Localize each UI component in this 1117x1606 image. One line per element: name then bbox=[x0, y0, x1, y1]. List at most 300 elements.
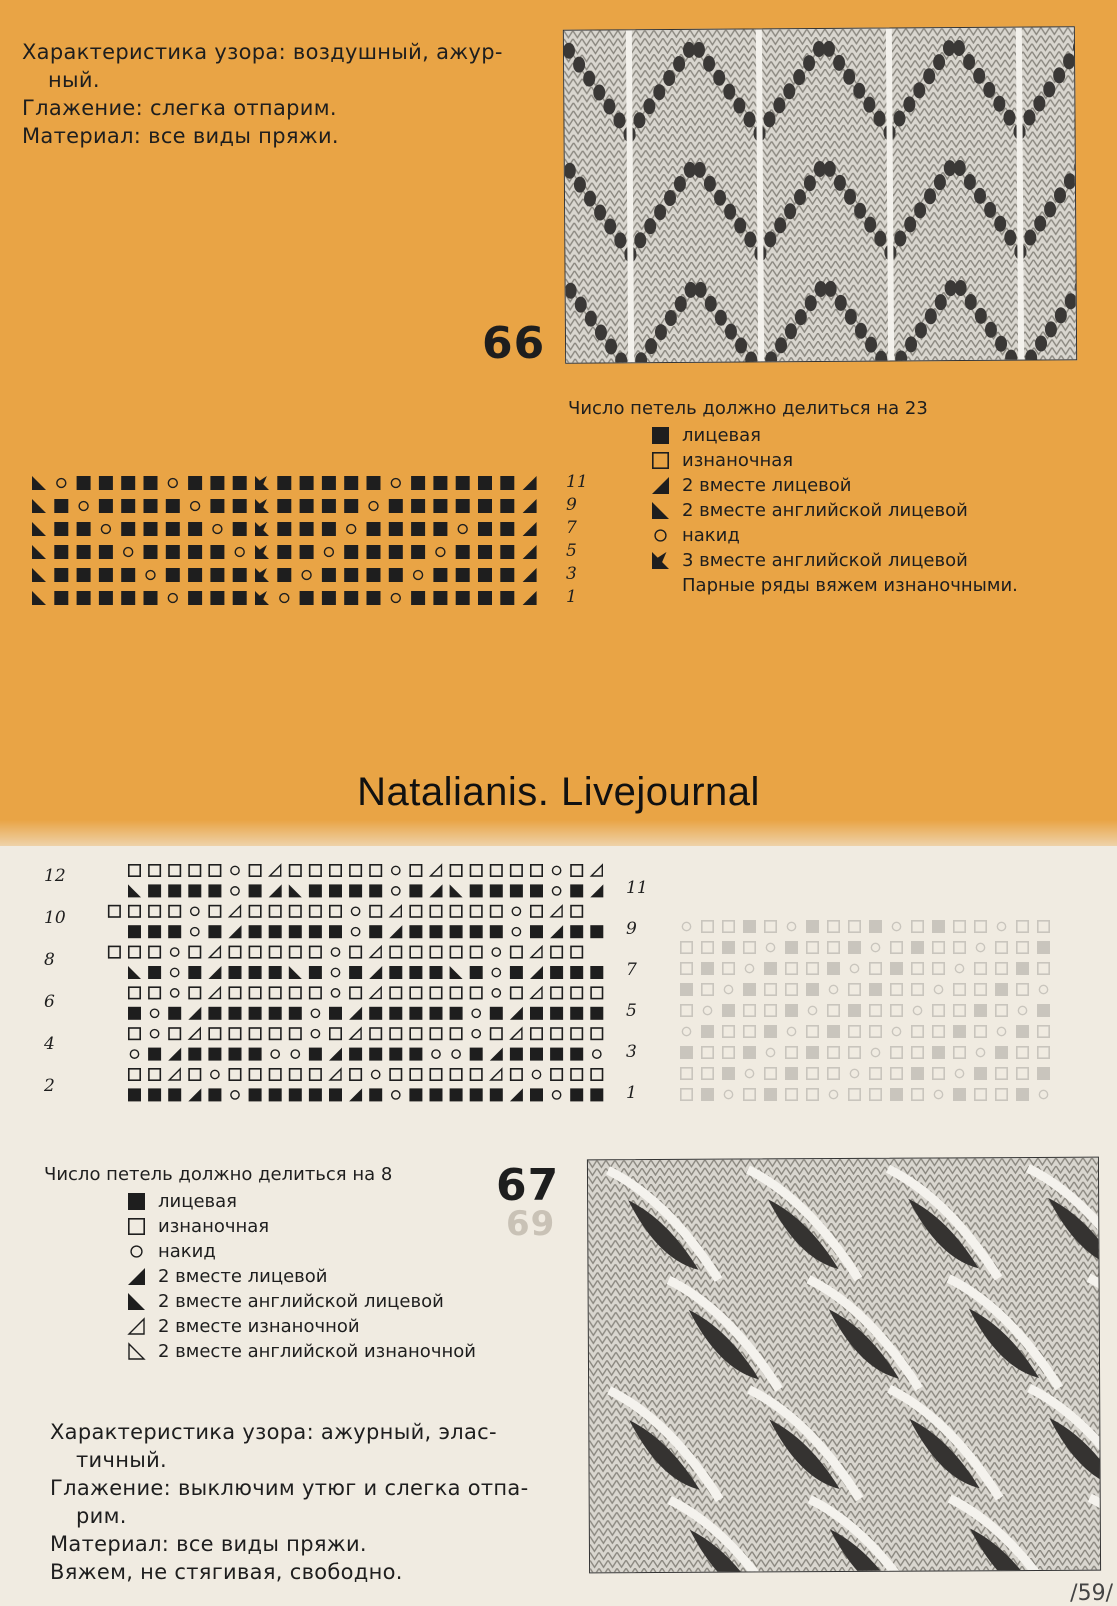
legend-symbol-icon bbox=[650, 425, 672, 447]
filled-square-symbol bbox=[456, 476, 470, 490]
filled-square-symbol bbox=[148, 884, 161, 897]
legend-label: изнаночная bbox=[158, 1216, 270, 1237]
empty-square-symbol bbox=[390, 1028, 401, 1039]
filled-square-symbol bbox=[344, 545, 358, 559]
circle-symbol bbox=[1039, 985, 1047, 993]
filled-square-symbol bbox=[229, 1007, 242, 1020]
empty-square-symbol bbox=[189, 865, 200, 876]
filled-square-symbol bbox=[128, 1088, 141, 1101]
legend-item bbox=[650, 573, 1018, 598]
circle-symbol bbox=[934, 1090, 942, 1098]
empty-square-symbol bbox=[531, 1028, 542, 1039]
filled-square-symbol bbox=[322, 568, 336, 582]
triangle-left-filled-symbol bbox=[32, 545, 46, 559]
filled-square-symbol bbox=[309, 1048, 322, 1061]
filled-square-symbol bbox=[785, 1004, 798, 1017]
empty-square-symbol bbox=[849, 984, 860, 995]
triangle-right-filled-symbol bbox=[523, 522, 537, 536]
row-number-right: 9 bbox=[626, 919, 637, 939]
triangle-left-filled-symbol bbox=[32, 476, 46, 490]
circle-symbol bbox=[311, 1009, 319, 1017]
circle-symbol bbox=[976, 1048, 984, 1056]
empty-square-symbol bbox=[249, 1069, 260, 1080]
legend-symbol-icon bbox=[126, 1241, 148, 1263]
circle-symbol bbox=[392, 866, 400, 874]
legend-item bbox=[126, 1314, 476, 1339]
empty-square-symbol bbox=[471, 1069, 482, 1080]
triangle-right-filled-symbol bbox=[389, 925, 402, 938]
empty-square-symbol bbox=[807, 942, 818, 953]
legend-symbol-icon bbox=[650, 475, 672, 497]
filled-square-symbol bbox=[322, 522, 336, 536]
triangle-right-outline-symbol bbox=[270, 865, 281, 876]
empty-square-symbol bbox=[786, 963, 797, 974]
circle-symbol bbox=[231, 1091, 239, 1099]
filled-square-symbol bbox=[210, 568, 224, 582]
empty-square-symbol bbox=[471, 865, 482, 876]
empty-square-symbol bbox=[129, 906, 140, 917]
description-line: ный. bbox=[48, 68, 100, 92]
filled-square-symbol bbox=[300, 522, 314, 536]
filled-square-symbol bbox=[344, 568, 358, 582]
filled-square-symbol bbox=[827, 1025, 840, 1038]
legend-item bbox=[650, 448, 1018, 473]
filled-square-symbol bbox=[148, 1048, 161, 1061]
filled-square-symbol bbox=[367, 591, 381, 605]
empty-square-symbol bbox=[410, 865, 421, 876]
empty-square-symbol bbox=[681, 1005, 692, 1016]
filled-square-symbol bbox=[510, 884, 523, 897]
legend-item bbox=[126, 1339, 476, 1364]
empty-square-symbol bbox=[1017, 1068, 1028, 1079]
triangle-right-outline-symbol bbox=[330, 1069, 341, 1080]
empty-square-symbol bbox=[249, 987, 260, 998]
legend-item bbox=[126, 1289, 476, 1314]
filled-square-symbol bbox=[409, 966, 422, 979]
filled-square-symbol bbox=[433, 591, 447, 605]
legend-label: Парные ряды вяжем изнаночными. bbox=[682, 575, 1018, 596]
filled-square-symbol bbox=[166, 522, 180, 536]
description-line: Глажение: слегка отпарим. bbox=[22, 96, 337, 120]
pattern66-number: 66 bbox=[482, 318, 546, 369]
legend-symbol-icon bbox=[650, 550, 672, 572]
circle-symbol bbox=[532, 1070, 540, 1078]
empty-square-symbol bbox=[370, 865, 381, 876]
empty-square-symbol bbox=[169, 865, 180, 876]
filled-square-symbol bbox=[869, 983, 882, 996]
legend-symbol-icon bbox=[650, 525, 672, 547]
empty-square-symbol bbox=[933, 1005, 944, 1016]
filled-square-symbol bbox=[450, 925, 463, 938]
filled-square-symbol bbox=[470, 1088, 483, 1101]
triangle-right-filled-symbol bbox=[188, 1007, 201, 1020]
filled-square-symbol bbox=[344, 499, 358, 513]
empty-square-symbol bbox=[891, 984, 902, 995]
filled-square-symbol bbox=[208, 884, 221, 897]
circle-symbol bbox=[829, 985, 837, 993]
triangle-right-filled-symbol bbox=[523, 545, 537, 559]
filled-square-symbol bbox=[322, 591, 336, 605]
pattern66-photo bbox=[563, 26, 1077, 364]
empty-square-symbol bbox=[891, 1068, 902, 1079]
filled-square-symbol bbox=[1037, 1004, 1050, 1017]
empty-square-symbol bbox=[350, 946, 361, 957]
triangle-right-outline-symbol bbox=[390, 906, 401, 917]
empty-square-symbol bbox=[551, 1028, 562, 1039]
empty-square-symbol bbox=[786, 1089, 797, 1100]
circle-symbol bbox=[351, 928, 359, 936]
triangle-left-filled-symbol bbox=[32, 499, 46, 513]
filled-square-symbol bbox=[289, 925, 302, 938]
filled-square-symbol bbox=[144, 522, 158, 536]
triangle-right-filled-symbol bbox=[510, 1007, 523, 1020]
empty-square-symbol bbox=[849, 1026, 860, 1037]
triangle-right-filled-symbol bbox=[188, 1088, 201, 1101]
filled-square-symbol bbox=[128, 1193, 145, 1210]
circle-symbol bbox=[213, 525, 222, 534]
circle-symbol bbox=[351, 907, 359, 915]
pattern67-description bbox=[50, 1418, 528, 1586]
circle-symbol bbox=[552, 887, 560, 895]
legend-label: 2 вместе английской лицевой bbox=[158, 1291, 444, 1312]
empty-square-symbol bbox=[129, 1218, 144, 1233]
empty-square-symbol bbox=[1038, 1047, 1049, 1058]
circle-symbol bbox=[808, 1006, 816, 1014]
empty-square-symbol bbox=[723, 963, 734, 974]
legend-item bbox=[650, 423, 1018, 448]
filled-square-symbol bbox=[249, 1048, 262, 1061]
empty-square-symbol bbox=[681, 942, 692, 953]
filled-square-symbol bbox=[995, 983, 1008, 996]
empty-square-symbol bbox=[290, 987, 301, 998]
filled-square-symbol bbox=[680, 1046, 693, 1059]
circle-symbol bbox=[331, 989, 339, 997]
chart67-grid bbox=[106, 860, 606, 1110]
triangle-left-outline-symbol bbox=[129, 1344, 144, 1359]
filled-square-symbol bbox=[249, 1007, 262, 1020]
filled-square-symbol bbox=[168, 925, 181, 938]
filled-square-symbol bbox=[329, 1007, 342, 1020]
circle-symbol bbox=[593, 1050, 601, 1058]
empty-square-symbol bbox=[430, 906, 441, 917]
filled-square-symbol bbox=[806, 920, 819, 933]
empty-square-symbol bbox=[912, 1047, 923, 1058]
empty-square-symbol bbox=[410, 906, 421, 917]
triangle-right-filled-symbol bbox=[168, 1048, 181, 1061]
triangle-right-filled-symbol bbox=[329, 1048, 342, 1061]
filled-square-symbol bbox=[128, 925, 141, 938]
triangle-right-filled-symbol bbox=[128, 1268, 145, 1285]
filled-square-symbol bbox=[277, 545, 291, 559]
circle-symbol bbox=[331, 968, 339, 976]
empty-square-symbol bbox=[807, 1089, 818, 1100]
filled-square-symbol bbox=[233, 591, 247, 605]
description-line: Характеристика узора: воздушный, ажур- bbox=[22, 40, 503, 64]
filled-square-symbol bbox=[208, 1007, 221, 1020]
filled-square-symbol bbox=[490, 884, 503, 897]
empty-square-symbol bbox=[571, 987, 582, 998]
circle-symbol bbox=[913, 1006, 921, 1014]
lace-knit-photo-67 bbox=[588, 1158, 1100, 1573]
filled-square-symbol bbox=[148, 1088, 161, 1101]
empty-square-symbol bbox=[229, 946, 240, 957]
empty-square-symbol bbox=[954, 921, 965, 932]
filled-square-symbol bbox=[188, 884, 201, 897]
empty-square-symbol bbox=[410, 1069, 421, 1080]
empty-square-symbol bbox=[1017, 921, 1028, 932]
filled-square-symbol bbox=[168, 884, 181, 897]
circle-symbol bbox=[512, 907, 520, 915]
empty-square-symbol bbox=[571, 865, 582, 876]
filled-square-symbol bbox=[233, 568, 247, 582]
empty-square-symbol bbox=[702, 984, 713, 995]
row-number: 1 bbox=[566, 587, 577, 607]
filled-square-symbol bbox=[168, 1007, 181, 1020]
filled-square-symbol bbox=[470, 925, 483, 938]
filled-square-symbol bbox=[590, 966, 603, 979]
empty-square-symbol bbox=[350, 865, 361, 876]
circle-symbol bbox=[492, 989, 500, 997]
empty-square-symbol bbox=[149, 865, 160, 876]
circle-symbol bbox=[552, 866, 560, 874]
empty-square-symbol bbox=[933, 1026, 944, 1037]
filled-square-symbol bbox=[144, 476, 158, 490]
filled-square-symbol bbox=[409, 884, 422, 897]
circle-symbol bbox=[168, 479, 177, 488]
empty-square-symbol bbox=[954, 942, 965, 953]
filled-square-symbol bbox=[500, 522, 514, 536]
empty-square-symbol bbox=[744, 1005, 755, 1016]
empty-square-symbol bbox=[702, 921, 713, 932]
filled-square-symbol bbox=[369, 925, 382, 938]
empty-square-symbol bbox=[681, 1068, 692, 1079]
triangle-right-filled-symbol bbox=[523, 591, 537, 605]
filled-square-symbol bbox=[289, 1007, 302, 1020]
empty-square-symbol bbox=[975, 984, 986, 995]
empty-square-symbol bbox=[209, 865, 220, 876]
legend-items bbox=[568, 423, 1018, 598]
empty-square-symbol bbox=[807, 963, 818, 974]
filled-square-symbol bbox=[188, 545, 202, 559]
filled-square-symbol bbox=[329, 925, 342, 938]
triangle-right-filled-symbol bbox=[523, 499, 537, 513]
empty-square-symbol bbox=[330, 906, 341, 917]
filled-square-symbol bbox=[680, 983, 693, 996]
circle-symbol bbox=[766, 943, 774, 951]
filled-square-symbol bbox=[309, 925, 322, 938]
empty-square-symbol bbox=[129, 946, 140, 957]
empty-square-symbol bbox=[531, 865, 542, 876]
empty-square-symbol bbox=[591, 1028, 602, 1039]
row-number: 11 bbox=[566, 472, 588, 492]
filled-square-symbol bbox=[54, 545, 68, 559]
filled-square-symbol bbox=[389, 499, 403, 513]
circle-symbol bbox=[976, 943, 984, 951]
empty-square-symbol bbox=[450, 987, 461, 998]
circle-symbol bbox=[414, 571, 423, 580]
filled-square-symbol bbox=[1016, 1088, 1029, 1101]
filled-square-symbol bbox=[367, 568, 381, 582]
empty-square-symbol bbox=[430, 987, 441, 998]
filled-square-symbol bbox=[869, 920, 882, 933]
empty-square-symbol bbox=[149, 946, 160, 957]
filled-square-symbol bbox=[389, 545, 403, 559]
circle-symbol bbox=[291, 1050, 299, 1058]
empty-square-symbol bbox=[653, 452, 668, 467]
circle-symbol bbox=[787, 922, 795, 930]
empty-square-symbol bbox=[975, 921, 986, 932]
filled-square-symbol bbox=[166, 568, 180, 582]
legend-label: 2 вместе английской изнаночной bbox=[158, 1341, 476, 1362]
pattern66-chart bbox=[30, 470, 550, 610]
filled-square-symbol bbox=[470, 1048, 483, 1061]
empty-square-symbol bbox=[290, 946, 301, 957]
filled-square-symbol bbox=[430, 966, 443, 979]
empty-square-symbol bbox=[310, 865, 321, 876]
circle-symbol bbox=[452, 1050, 460, 1058]
circle-symbol bbox=[131, 1246, 142, 1257]
empty-square-symbol bbox=[430, 946, 441, 957]
empty-square-symbol bbox=[229, 987, 240, 998]
circle-symbol bbox=[766, 1048, 774, 1056]
filled-square-symbol bbox=[470, 884, 483, 897]
triangle-right-filled-symbol bbox=[510, 1088, 523, 1101]
legend-label: лицевая bbox=[682, 425, 761, 446]
filled-square-symbol bbox=[188, 522, 202, 536]
triangle-right-outline-symbol bbox=[189, 1028, 200, 1039]
empty-square-symbol bbox=[571, 946, 582, 957]
filled-square-symbol bbox=[430, 1088, 443, 1101]
filled-square-symbol bbox=[269, 1088, 282, 1101]
row-number-right: 3 bbox=[626, 1042, 637, 1062]
filled-square-symbol bbox=[349, 1048, 362, 1061]
triangle-right-filled-symbol bbox=[349, 1007, 362, 1020]
filled-square-symbol bbox=[409, 1048, 422, 1061]
filled-square-symbol bbox=[743, 920, 756, 933]
filled-square-symbol bbox=[148, 966, 161, 979]
filled-square-symbol bbox=[210, 545, 224, 559]
filled-square-symbol bbox=[590, 1007, 603, 1020]
circle-symbol bbox=[171, 968, 179, 976]
empty-square-symbol bbox=[491, 906, 502, 917]
empty-square-symbol bbox=[702, 942, 713, 953]
empty-square-symbol bbox=[912, 1089, 923, 1100]
empty-square-symbol bbox=[310, 906, 321, 917]
empty-square-symbol bbox=[828, 921, 839, 932]
filled-square-symbol bbox=[411, 522, 425, 536]
filled-square-symbol bbox=[785, 1067, 798, 1080]
filled-square-symbol bbox=[530, 925, 543, 938]
empty-square-symbol bbox=[511, 987, 522, 998]
filled-square-symbol bbox=[430, 925, 443, 938]
triangle-right-outline-symbol bbox=[511, 1028, 522, 1039]
empty-square-symbol bbox=[350, 987, 361, 998]
filled-square-symbol bbox=[121, 591, 135, 605]
filled-square-symbol bbox=[329, 884, 342, 897]
row-number-left: 6 bbox=[44, 992, 55, 1012]
empty-square-symbol bbox=[933, 942, 944, 953]
empty-square-symbol bbox=[189, 946, 200, 957]
filled-square-symbol bbox=[411, 545, 425, 559]
filled-square-symbol bbox=[890, 962, 903, 975]
filled-square-symbol bbox=[300, 545, 314, 559]
filled-square-symbol bbox=[121, 476, 135, 490]
triangle-right-outline-symbol bbox=[350, 1028, 361, 1039]
row-number-left: 10 bbox=[44, 908, 66, 928]
empty-square-symbol bbox=[1017, 942, 1028, 953]
filled-square-symbol bbox=[764, 962, 777, 975]
circle-symbol bbox=[492, 968, 500, 976]
filled-square-symbol bbox=[309, 1088, 322, 1101]
circle-symbol bbox=[787, 1027, 795, 1035]
legend-symbol-icon bbox=[126, 1316, 148, 1338]
filled-square-symbol bbox=[450, 1088, 463, 1101]
filled-square-symbol bbox=[389, 1007, 402, 1020]
triangle-right-outline-symbol bbox=[129, 1319, 144, 1334]
circle-symbol bbox=[934, 985, 942, 993]
empty-square-symbol bbox=[571, 1028, 582, 1039]
filled-square-symbol bbox=[128, 1007, 141, 1020]
legend-label: 3 вместе английской лицевой bbox=[682, 550, 968, 571]
empty-square-symbol bbox=[828, 1005, 839, 1016]
empty-square-symbol bbox=[996, 1005, 1007, 1016]
empty-square-symbol bbox=[912, 1026, 923, 1037]
filled-square-symbol bbox=[764, 1088, 777, 1101]
empty-square-symbol bbox=[765, 1005, 776, 1016]
filled-square-symbol bbox=[166, 545, 180, 559]
bleed-through-texture bbox=[680, 920, 1080, 1120]
circle-symbol bbox=[324, 548, 333, 557]
empty-square-symbol bbox=[723, 1047, 734, 1058]
filled-square-symbol bbox=[233, 499, 247, 513]
empty-square-symbol bbox=[933, 1068, 944, 1079]
empty-square-symbol bbox=[828, 942, 839, 953]
empty-square-symbol bbox=[702, 1047, 713, 1058]
circle-symbol bbox=[168, 594, 177, 603]
filled-square-symbol bbox=[309, 884, 322, 897]
filled-square-symbol bbox=[411, 499, 425, 513]
filled-square-symbol bbox=[249, 884, 262, 897]
filled-square-symbol bbox=[911, 1067, 924, 1080]
filled-square-symbol bbox=[168, 1088, 181, 1101]
filled-square-symbol bbox=[411, 476, 425, 490]
filled-square-symbol bbox=[54, 591, 68, 605]
description-line: тичный. bbox=[76, 1448, 168, 1472]
filled-square-symbol bbox=[1037, 1067, 1050, 1080]
filled-square-symbol bbox=[701, 1088, 714, 1101]
empty-square-symbol bbox=[912, 921, 923, 932]
empty-square-symbol bbox=[531, 906, 542, 917]
filled-square-symbol bbox=[300, 499, 314, 513]
legend-symbol-icon bbox=[650, 450, 672, 472]
legend-item bbox=[126, 1214, 476, 1239]
empty-square-symbol bbox=[912, 963, 923, 974]
empty-square-symbol bbox=[129, 865, 140, 876]
filled-square-symbol bbox=[490, 925, 503, 938]
empty-square-symbol bbox=[390, 1069, 401, 1080]
ghost-number: 69 bbox=[506, 1204, 556, 1244]
circle-symbol bbox=[191, 502, 200, 511]
filled-square-symbol bbox=[500, 476, 514, 490]
empty-square-symbol bbox=[410, 987, 421, 998]
filled-square-symbol bbox=[208, 1088, 221, 1101]
filled-square-symbol bbox=[510, 1048, 523, 1061]
empty-square-symbol bbox=[511, 865, 522, 876]
filled-square-symbol bbox=[530, 1088, 543, 1101]
empty-square-symbol bbox=[430, 1028, 441, 1039]
filled-square-symbol bbox=[249, 1088, 262, 1101]
circle-symbol bbox=[235, 548, 244, 557]
